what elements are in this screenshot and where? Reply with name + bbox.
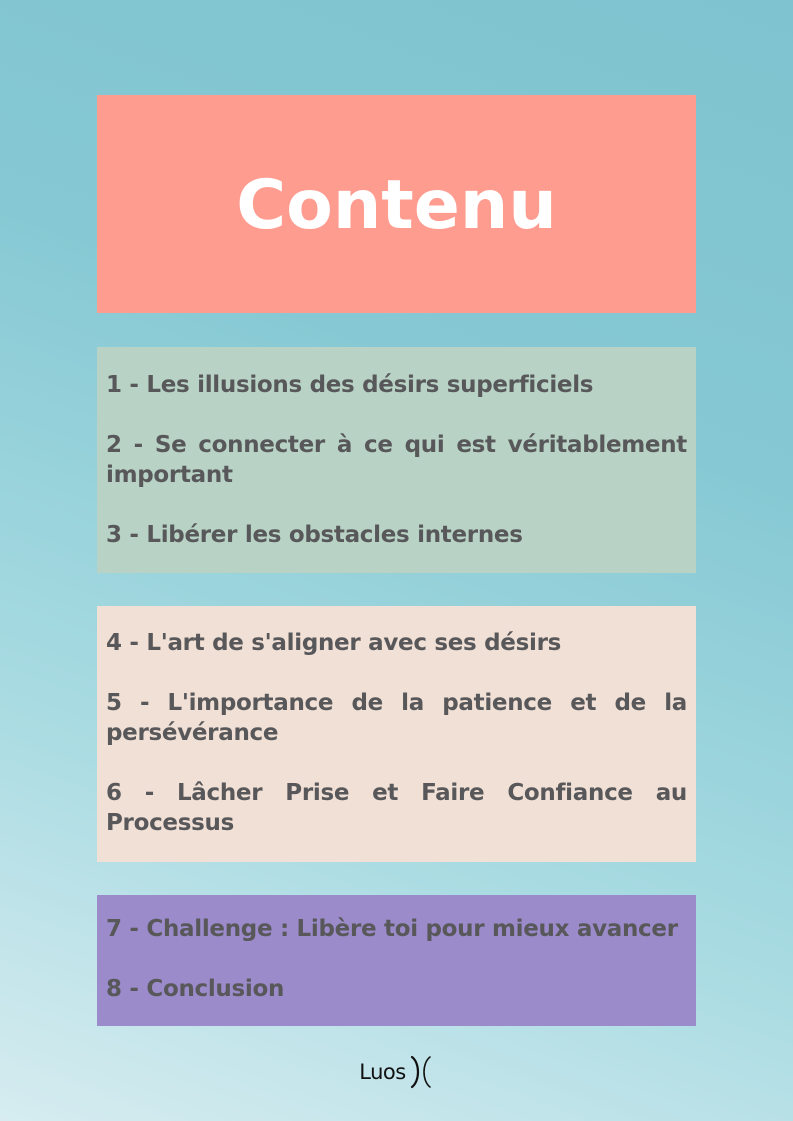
title-banner bbox=[97, 95, 696, 313]
brand-logo bbox=[0, 1055, 793, 1089]
contents-item: 4 - L'art de s'aligner avec ses désirs bbox=[106, 630, 562, 656]
contents-item: 2 - Se connecter à ce qui est véritablement important bbox=[106, 432, 687, 488]
logo-wrapper bbox=[359, 1055, 433, 1089]
contents-section-1 bbox=[97, 347, 696, 573]
contents-item: 1 - Les illusions des désirs superficiels bbox=[106, 372, 594, 398]
logo-mark-icon bbox=[408, 1055, 434, 1089]
contents-section-2 bbox=[97, 606, 696, 862]
contents-item: 8 - Conclusion bbox=[106, 976, 285, 1002]
contents-item: 5 - L'importance de la patience et de la persévérance bbox=[106, 690, 687, 746]
contents-item: 7 - Challenge : Libère toi pour mieux avancer bbox=[106, 916, 678, 942]
contents-item: 6 - Lâcher Prise et Faire Confiance au Processus bbox=[106, 780, 687, 836]
contents-item: 3 - Libérer les obstacles internes bbox=[106, 522, 523, 548]
page-title: Contenu bbox=[236, 165, 557, 245]
contents-section-3 bbox=[97, 895, 696, 1026]
logo-wordmark: Luos bbox=[359, 1060, 406, 1084]
